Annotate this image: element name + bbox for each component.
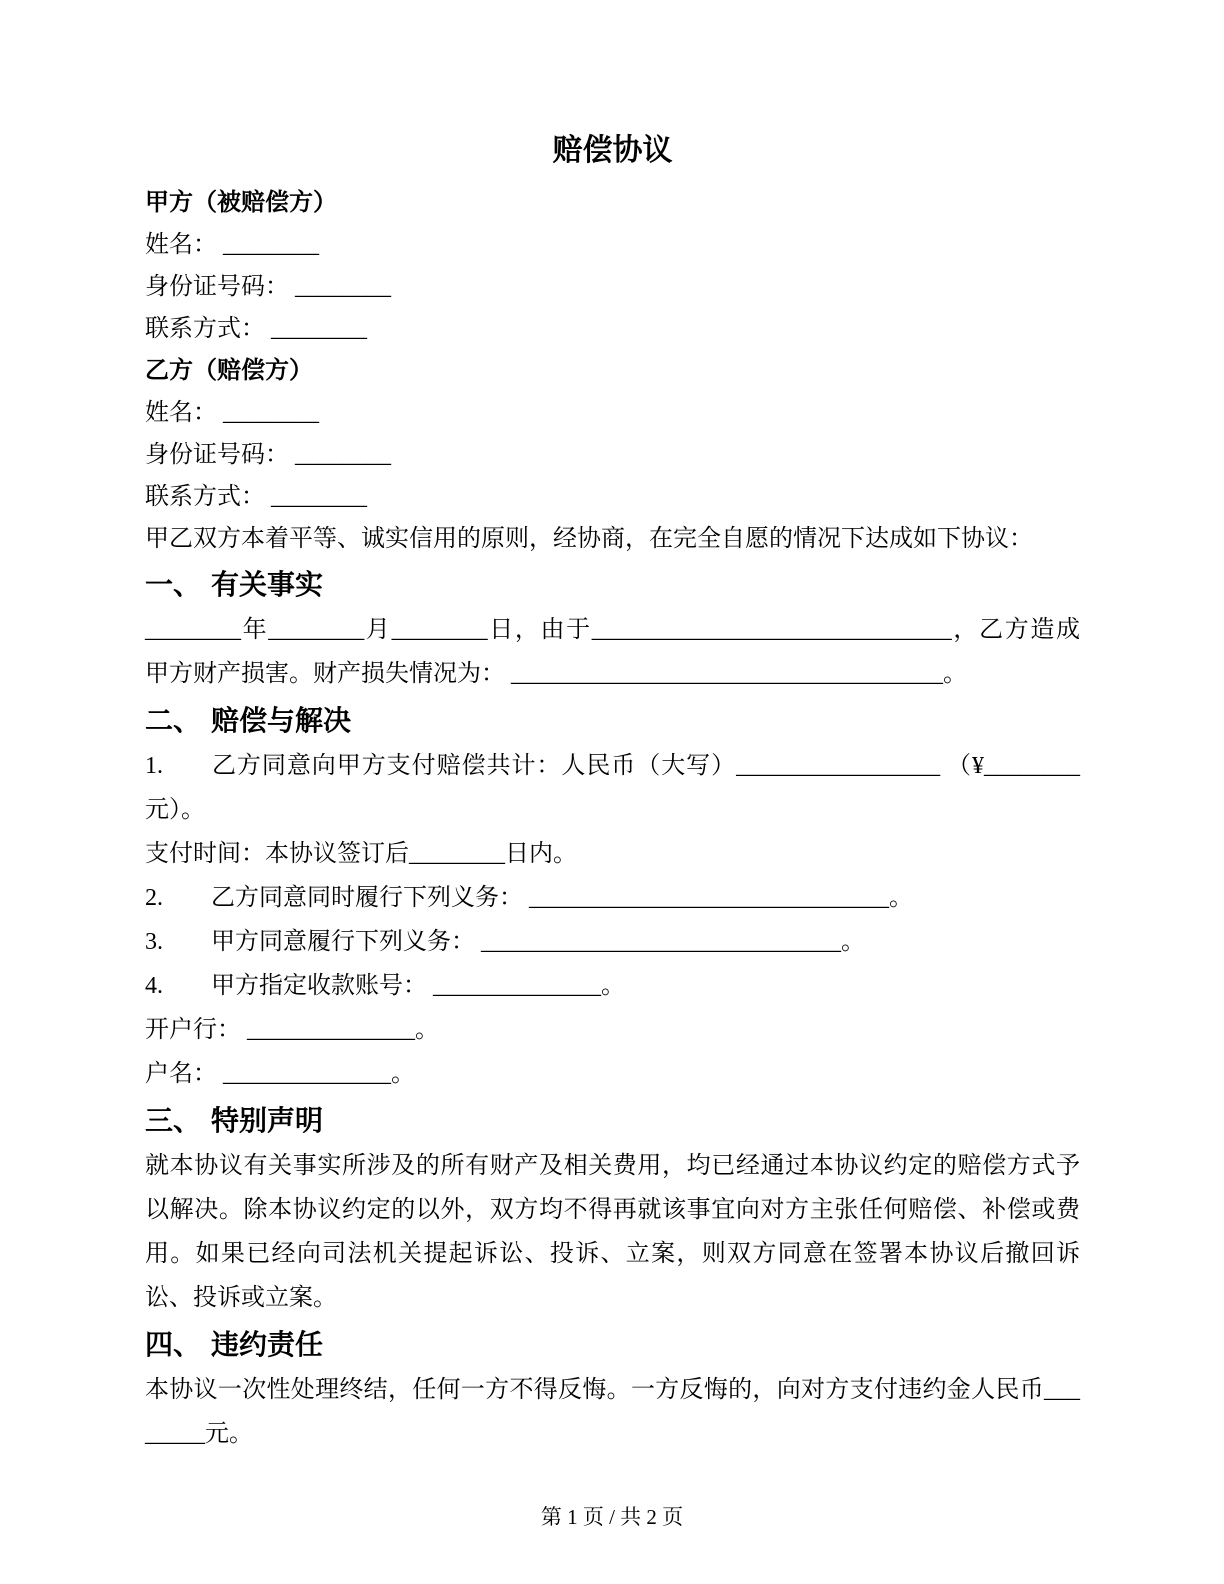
party-b-id-label: 身份证号码： (145, 442, 295, 468)
compensation-item-1-number: 1. (145, 753, 163, 779)
compensation-item-1-text: 乙方同意向甲方支付赔偿共计：人民币（大写）_________________ （¥________元）。 (145, 753, 1080, 823)
party-b-id-blank: ________ (295, 442, 391, 468)
section-breach-heading (145, 1322, 1080, 1368)
party-a-name-line (145, 224, 1080, 266)
party-a-contact-label: 联系方式： (145, 316, 271, 342)
party-a-name-label: 姓名： (145, 232, 223, 258)
compensation-item-3-number: 3. (145, 929, 163, 955)
section-facts-body: ________年________月________日，由于______________________________，乙方造成甲方财产损害。财产损失情况为： ____________________________________。 (145, 617, 1080, 687)
compensation-item-4 (145, 964, 1080, 1008)
page-number-footer: 第 1 页 / 共 2 页 (540, 1505, 684, 1529)
party-a-id-line (145, 266, 1080, 308)
compensation-item-3-text: 甲方同意履行下列义务： ______________________________。 (211, 929, 865, 955)
section-facts-heading (145, 562, 1080, 608)
compensation-item-4-number: 4. (145, 973, 163, 999)
payment-time-line: 支付时间：本协议签订后________日内。 (145, 841, 577, 867)
section-declaration-title: 特别声明 (211, 1105, 324, 1136)
account-name-line: 户名： ______________。 (145, 1061, 415, 1087)
party-b-contact-label: 联系方式： (145, 484, 271, 510)
bank-line: 开户行： ______________。 (145, 1017, 439, 1043)
section-facts-number: 一、 (145, 569, 202, 600)
section-declaration-body: 就本协议有关事实所涉及的所有财产及相关费用，均已经通过本协议约定的赔偿方式予以解决。除本协议约定的以外，双方均不得再就该事宜向对方主张任何赔偿、补偿或费用。如果已经向司法机关提起诉讼、投诉、立案，则双方同意在签署本协议后撤回诉讼、投诉或立案。 (145, 1153, 1080, 1311)
compensation-item-4-text: 甲方指定收款账号： ______________。 (211, 973, 625, 999)
compensation-item-3 (145, 920, 1080, 964)
party-a-id-label: 身份证号码： (145, 274, 295, 300)
section-compensation-heading (145, 698, 1080, 744)
party-a-contact-line (145, 308, 1080, 350)
party-a-id-blank: ________ (295, 274, 391, 300)
party-b-name-line (145, 392, 1080, 434)
party-a-contact-blank: ________ (271, 316, 367, 342)
section-compensation-number: 二、 (145, 705, 202, 736)
party-a-name-blank: ________ (223, 232, 319, 258)
section-breach-title: 违约责任 (211, 1329, 324, 1360)
section-breach-number: 四、 (145, 1329, 202, 1360)
compensation-item-1 (145, 744, 1080, 832)
section-declaration-number: 三、 (145, 1105, 202, 1136)
party-a-heading: 甲方（被赔偿方） (145, 189, 337, 216)
section-breach-body: 本协议一次性处理终结，任何一方不得反悔。一方反悔的，向对方支付违约金人民币________元。 (145, 1377, 1080, 1447)
party-b-contact-blank: ________ (271, 484, 367, 510)
party-b-id-line (145, 434, 1080, 476)
compensation-item-2-number: 2. (145, 885, 163, 911)
page-title: 赔偿协议 (552, 134, 673, 167)
section-compensation-title: 赔偿与解决 (211, 705, 352, 736)
section-facts-title: 有关事实 (211, 569, 324, 600)
section-declaration-heading (145, 1098, 1080, 1144)
compensation-item-2 (145, 876, 1080, 920)
party-b-name-label: 姓名： (145, 400, 223, 426)
party-b-heading: 乙方（赔偿方） (145, 357, 313, 384)
party-b-contact-line (145, 476, 1080, 518)
preamble-text: 甲乙双方本着平等、诚实信用的原则，经协商，在完全自愿的情况下达成如下协议： (145, 526, 1033, 552)
compensation-item-2-text: 乙方同意同时履行下列义务： ______________________________。 (211, 885, 913, 911)
party-b-name-blank: ________ (223, 400, 319, 426)
